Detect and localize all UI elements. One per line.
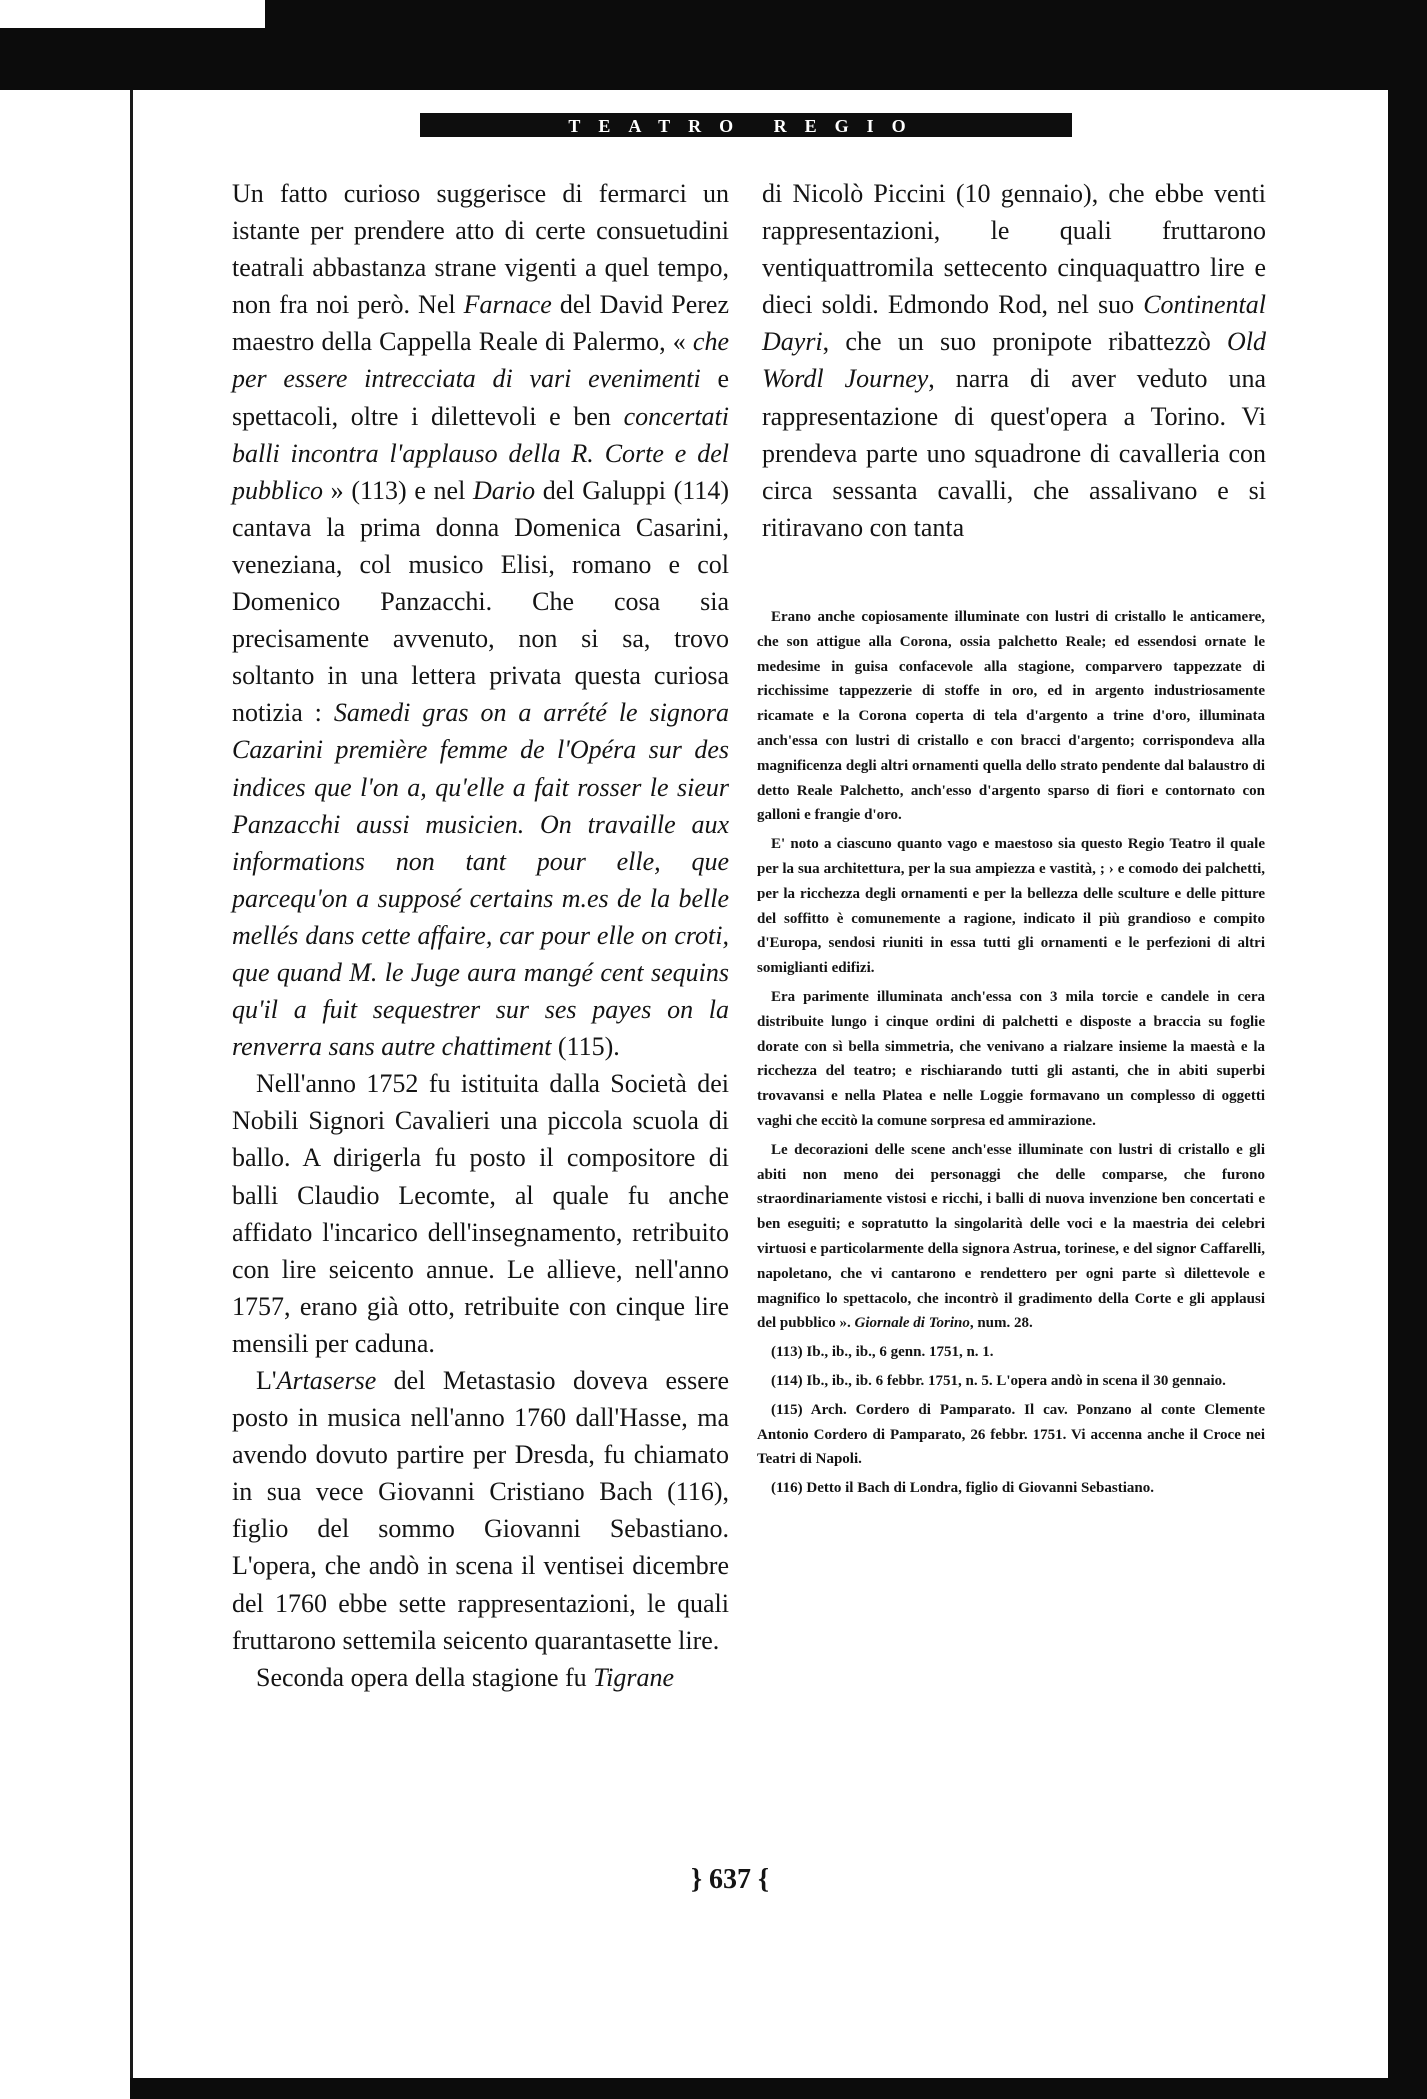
footnote-116: (116) Detto il Bach di Londra, figlio di Giovanni Sebastiano.: [771, 1480, 1154, 1497]
italic-run: concertati balli incontra l'applauso della R. Corte e del pubblico: [232, 401, 729, 505]
left-text-column: [232, 175, 729, 1696]
note-regio-teatro: E' noto a ciascuno quanto vago e maestoso sia questo Regio Teatro il quale per la sua architettura, per la sua ampiezza e vastità, ; › e comodo dei palchetti, per la ricchezza degli ornamenti e per la bellezza delle sculture e delle pitture del soffitto è comunemente a ragione, indicato il più grandioso e compito d'Europa, sendosi riuniti in essa tutti gli ornamenti e le perfezioni di altri somiglianti edifizi.: [757, 836, 1265, 977]
text-run: Un fatto curioso suggerisce di fermarci un istante per prendere atto di certe consuetudini teatrali abbastanza strane vigenti a quel tempo, non fra noi però. Nel: [232, 179, 729, 320]
italic-run: Tigrane: [593, 1662, 675, 1692]
bottom-black-border: [130, 2078, 1427, 2099]
paragraph-tigrane: [232, 1659, 729, 1696]
italic-run: Old Wordl Journey: [762, 327, 1266, 394]
note-decorazioni: Le decorazioni delle scene anch'esse illuminate con lustri di cristallo e gli abiti non meno dei personaggi che delle comparse, che furono straordinariamente vistosi e ricchi, i balli di nuova invenzione ben concertati e ben eseguiti; e sopratutto la singolarità delle voci e la maestria dei celebri virtuosi e particolarmente della signora Astrua, torinese, e del signor Caffarelli, napoletano, che vi cantarono e rendettero per ogni parte sì dilettevole e magnifico lo spettacolo, che incontrò il gradimento della Corte e gli applausi del pubblico ». Giornale di Torino, num. 28.: [757, 1141, 1265, 1332]
italic-run: Artaserse: [276, 1366, 377, 1395]
note-anticamere: Erano anche copiosamente illuminate con lustri di cristallo le anticamere, che son attigue alla Corona, ossia palchetto Reale; ed essendosi ornate le medesime in guisa confacevole alla stagione, comparvero tappezzate di ricchissime tappezzerie di stoffe in oro, ed in argento industriosamente ricamate e la Corona coperta di tela d'argento a trine d'oro, illuminata anch'essa con lustri di cristallo e con bracci d'argento; corrispondeva alla magnificenza degli altri ornamenti quella dello strato pendente dal balaustro di detto Reale Palchetto, anch'esso d'argento sparso di fiori e contornato con galloni e frangie d'oro.: [757, 609, 1265, 824]
text-run: , narra di aver veduto una rappresentazione di quest'opera a Torino. Vi prendeva parte uno squadrone di cavalleria con circa sessanta cavalli, che assalivano e si ritiravano con tanta: [762, 364, 1266, 542]
text-run: e spettacoli, oltre i dilettevoli e ben: [232, 364, 729, 431]
footnote-115: (115) Arch. Cordero di Pamparato. Il cav. Ponzano al conte Clemente Antonio Cordero di Pamparato, 26 febbr. 1751. Vi accenna anche il Croce nei Teatri di Napoli.: [757, 1401, 1265, 1468]
text-run: , che un suo pronipote ribattezzò: [822, 327, 1227, 357]
running-header: TEATRO REGIO: [420, 113, 1072, 137]
text-run: di Nicolò Piccini (10 gennaio), che ebbe venti rappresentazioni, le quali fruttarono ventiquattromila settecento cinquaquattro lire e dieci soldi. Edmondo Rod, nel suo: [762, 179, 1266, 320]
top-border-notch: [0, 0, 265, 28]
text-run: del Galuppi (114) cantava la prima donna Domenica Casarini, veneziana, col musico Elisi, romano e col Domenico Panzacchi. Che cosa sia precisamente avvenuto, non si sa, trovo soltanto in una lettera privata questa curiosa notizia :: [232, 475, 730, 728]
italic-run: Samedi gras on a arrété le signora Cazarini première femme de l'Opéra sur des indices que l'on a, qu'elle a fait rosser le sieur Panzacchi aussi musicien. On travaille aux informations non tant pour elle, que parcequ'on a supposé certains m.es de la belle mellés dans cette affaire, car pour elle on croti, que quand M. le Juge aura mangé cent sequins qu'il a fuit sequestrer sur ses payes on la renverra sans autre chattiment: [232, 698, 729, 1062]
italic-run: Farnace: [463, 290, 552, 320]
text-run: L': [256, 1366, 277, 1395]
italic-run: Continental Dayri: [762, 290, 1266, 357]
text-run: (115).: [551, 1032, 620, 1062]
text-run: del David Perez maestro della Cappella Reale di Palermo, «: [232, 290, 729, 357]
page-number: } 637 {: [690, 1864, 770, 1895]
paragraph-farnace: [232, 175, 729, 1065]
footnotes-block: [757, 605, 1265, 1505]
paragraph-artaserse: [232, 1362, 729, 1659]
italic-run: che per essere intrecciata di vari evenimenti: [232, 327, 729, 394]
note-illuminazione: Era parimente illuminata anch'essa con 3 mila torcie e candele in cera distribuite lungo i cinque ordini di palchetti e disposte a braccia su foglie dorate con sì bella simmetria, che venivano a rialzare insieme la maestà e la ricchezza del teatro; e rischiarando tutti gli astanti, che in abiti superbi trovavansi e nella Platea e nelle Loggie formavano un complesso di oggetti vaghi che eccitò la comune sorpresa ed ammirazione.: [757, 988, 1265, 1129]
italic-run: Dario: [473, 475, 536, 505]
text-run: Seconda opera della stagione fu: [256, 1662, 594, 1692]
paragraph-scuola-ballo: Nell'anno 1752 fu istituita dalla Società dei Nobili Signori Cavalieri una piccola scuola di ballo. A dirigerla fu posto il compositore di balli Claudio Lecomte, al quale fu anche affidato l'incarico dell'insegnamento, retribuito con lire seicento annue. Le allieve, nell'anno 1757, erano già otto, retribuite con cinque lire mensili per caduna.: [232, 1069, 729, 1358]
paragraph-piccini: [762, 175, 1266, 546]
footnote-114: (114) Ib., ib., ib. 6 febbr. 1751, n. 5. L'opera andò in scena il 30 gennaio.: [771, 1372, 1226, 1389]
right-text-column: [762, 175, 1266, 546]
footnote-113: (113) Ib., ib., ib., 6 genn. 1751, n. 1.: [771, 1344, 994, 1361]
right-black-border: [1388, 0, 1427, 2099]
text-run: » (113) e nel: [323, 475, 473, 505]
text-run: del Metastasio doveva essere posto in musica nell'anno 1760 dall'Hasse, ma avendo dovuto partire per Dresda, fu chiamato in sua vece Giovanni Cristiano Bach (116), figlio del sommo Giovanni Sebastiano. L'opera, che andò in scena il ventisei dicembre del 1760 ebbe sette rappresentazioni, le quali fruttarono settemila seicento quarantasette lire.: [232, 1366, 729, 1655]
